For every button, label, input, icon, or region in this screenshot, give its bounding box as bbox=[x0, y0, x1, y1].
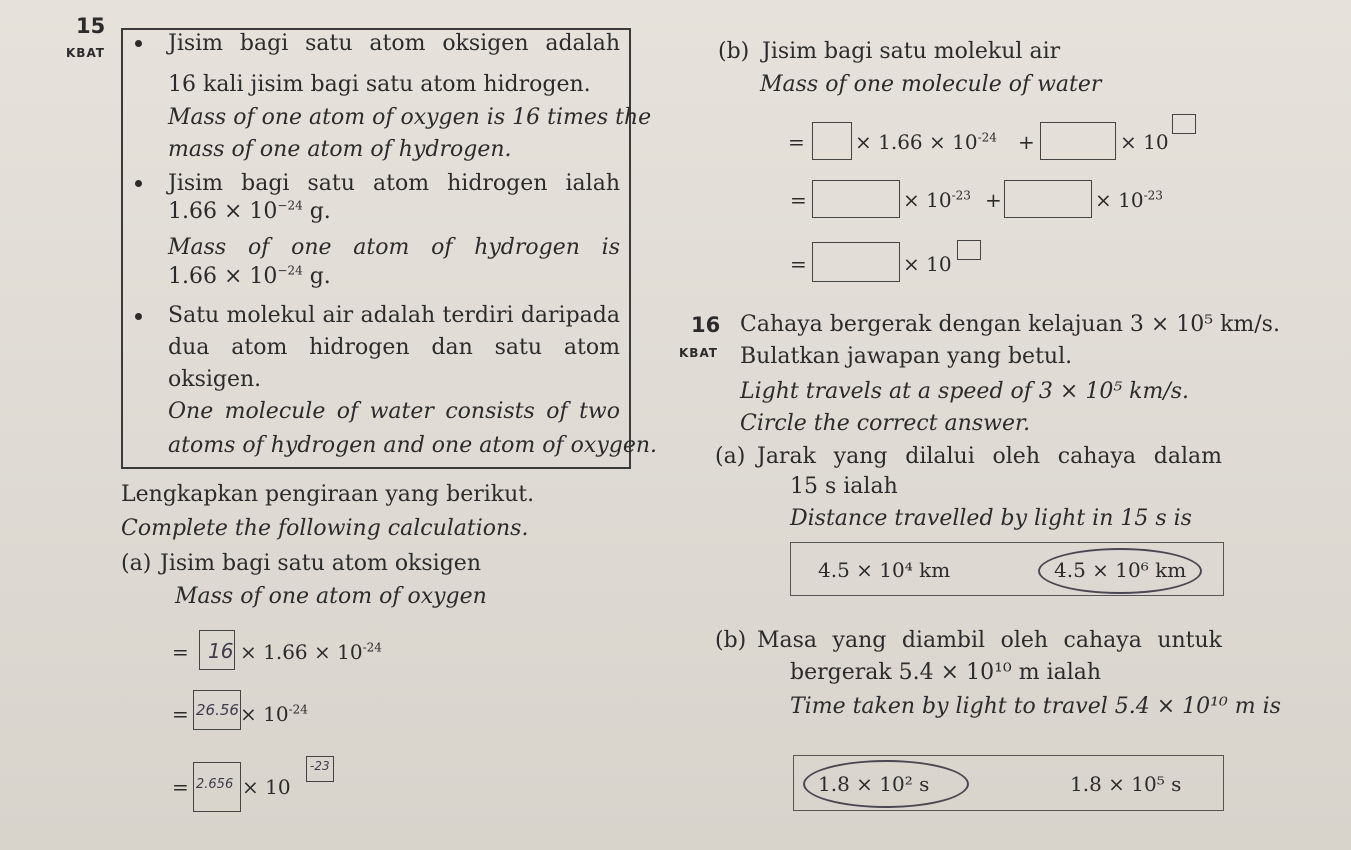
q15a-line2-expr bbox=[240, 702, 308, 726]
q15b-box-5[interactable] bbox=[812, 242, 900, 282]
q15b-title-en: Mass of one molecule of water bbox=[760, 72, 1102, 97]
expr-text: × 10 bbox=[240, 702, 289, 726]
bullet3-en-line1: One molecule of water consists of two bbox=[168, 399, 620, 424]
q15a-title-en: Mass of one atom of oxygen bbox=[175, 584, 487, 609]
plus-sign: + bbox=[1018, 130, 1035, 154]
equals-sign: = bbox=[788, 130, 805, 154]
exponent: -23 bbox=[951, 188, 971, 203]
expr-text: × 10 bbox=[903, 188, 952, 212]
kbat-tag: KBAT bbox=[66, 46, 105, 60]
instruction-en: Complete the following calculations. bbox=[121, 516, 529, 541]
bullet-dot bbox=[135, 40, 142, 47]
exponent: -24 bbox=[288, 702, 308, 717]
q16a-q-ms-2: 15 s ialah bbox=[790, 474, 898, 499]
q16a-label: (a) bbox=[715, 444, 746, 469]
bullet3-ms-line2: dua atom hidrogen dan satu atom bbox=[168, 335, 620, 360]
handwritten-answer: 16 bbox=[208, 639, 234, 663]
equals-sign: = bbox=[790, 188, 807, 212]
q15b-line2-mid bbox=[903, 188, 971, 212]
q16b-option-1[interactable]: 1.8 × 10² s bbox=[818, 772, 930, 796]
q15a-answer-box-1[interactable] bbox=[199, 630, 235, 670]
q16-instr-ms: Bulatkan jawapan yang betul. bbox=[740, 344, 1073, 369]
q16a-option-1[interactable]: 4.5 × 10⁴ km bbox=[818, 558, 951, 582]
handwritten-answer: -23 bbox=[310, 759, 330, 773]
q15b-label: (b) bbox=[718, 39, 750, 64]
bullet1-en-line2: mass of one atom of hydrogen. bbox=[168, 137, 512, 162]
q15b-title-ms: Jisim bagi satu molekul air bbox=[762, 39, 1061, 64]
instruction-ms: Lengkapkan pengiraan yang berikut. bbox=[121, 482, 535, 507]
q16a-q-en: Distance travelled by light in 15 s is bbox=[790, 506, 1192, 531]
bullet2-ms-line2: $1.66 \times 10^{-24}$ g. bbox=[168, 198, 331, 224]
bullet1-en-line1: Mass of one atom of oxygen is 16 times the bbox=[168, 105, 652, 130]
q15b-box-1[interactable] bbox=[812, 122, 852, 160]
q16a-option-2[interactable]: 4.5 × 10⁶ km bbox=[1054, 558, 1187, 582]
q16a-q-ms-1: Jarak yang dilalui oleh cahaya dalam bbox=[757, 444, 1222, 469]
q15a-line1-expr bbox=[240, 640, 382, 664]
q16-instr-en: Circle the correct answer. bbox=[740, 411, 1031, 436]
bullet3-ms-line1: Satu molekul air adalah terdiri daripada bbox=[168, 303, 620, 328]
q15a-answer-box-2[interactable] bbox=[193, 690, 241, 730]
q16b-q-en: Time taken by light to travel 5.4 × 10¹⁰ m is bbox=[790, 694, 1281, 719]
q15a-line3-expr: × 10 bbox=[242, 775, 291, 799]
bullet-dot bbox=[135, 313, 142, 320]
exponent: -24 bbox=[977, 130, 997, 145]
expr-text: × 1.66 × 10 bbox=[240, 640, 363, 664]
q15a-title-ms: Jisim bagi satu atom oksigen bbox=[160, 551, 481, 576]
handwritten-answer: 26.56 bbox=[196, 701, 239, 719]
bullet2-en-line2: $1.66 \times 10^{-24}$ g. bbox=[168, 263, 331, 289]
q16-stem-en: Light travels at a speed of 3 × 10⁵ km/s. bbox=[740, 379, 1190, 404]
bullet-dot bbox=[135, 180, 142, 187]
handwritten-answer: 2.656 bbox=[196, 777, 234, 792]
expr-text: × 10 bbox=[1095, 188, 1144, 212]
bullet2-en-line1: Mass of one atom of hydrogen is bbox=[168, 235, 620, 260]
equals-sign: = bbox=[172, 775, 189, 799]
q15a-answer-box-3[interactable] bbox=[193, 762, 241, 812]
bullet2-ms-line1: Jisim bagi satu atom hidrogen ialah bbox=[168, 171, 620, 196]
question-number-15: 15 bbox=[76, 14, 106, 38]
equals-sign: = bbox=[172, 702, 189, 726]
q15b-line2-end bbox=[1095, 188, 1163, 212]
q16b-option-2[interactable]: 1.8 × 10⁵ s bbox=[1070, 772, 1182, 796]
equals-sign: = bbox=[172, 640, 189, 664]
q16-stem-ms: Cahaya bergerak dengan kelajuan 3 × 10⁵ km/s. bbox=[740, 312, 1280, 337]
q15b-line3-mid: × 10 bbox=[903, 252, 952, 276]
question-number-16: 16 bbox=[691, 313, 721, 337]
q16b-q-ms-1: Masa yang diambil oleh cahaya untuk bbox=[757, 628, 1222, 653]
plus-sign: + bbox=[985, 188, 1002, 212]
q15b-box-4[interactable] bbox=[1004, 180, 1092, 218]
q16b-label: (b) bbox=[715, 628, 747, 653]
equals-sign: = bbox=[790, 252, 807, 276]
bullet3-ms-line3: oksigen. bbox=[168, 367, 262, 392]
bullet3-en-line2: atoms of hydrogen and one atom of oxygen. bbox=[168, 433, 658, 458]
q15b-line1-mid bbox=[855, 130, 997, 154]
expr-text: × 1.66 × 10 bbox=[855, 130, 978, 154]
bullet1-ms-line2: 16 kali jisim bagi satu atom hidrogen. bbox=[168, 72, 591, 97]
q15a-exponent-box[interactable] bbox=[306, 756, 334, 782]
q15a-label: (a) bbox=[121, 551, 152, 576]
q15b-box-3[interactable] bbox=[812, 180, 900, 218]
q15b-line1-end: × 10 bbox=[1120, 130, 1169, 154]
exponent: -23 bbox=[1143, 188, 1163, 203]
q15b-exponent-box-1[interactable] bbox=[1172, 114, 1196, 134]
kbat-tag: KBAT bbox=[679, 346, 718, 360]
q15b-box-2[interactable] bbox=[1040, 122, 1116, 160]
exponent: -24 bbox=[362, 640, 382, 655]
bullet1-ms-line1: Jisim bagi satu atom oksigen adalah bbox=[168, 31, 620, 56]
q16b-q-ms-2: bergerak 5.4 × 10¹⁰ m ialah bbox=[790, 660, 1102, 685]
q15b-exponent-box-2[interactable] bbox=[957, 240, 981, 260]
